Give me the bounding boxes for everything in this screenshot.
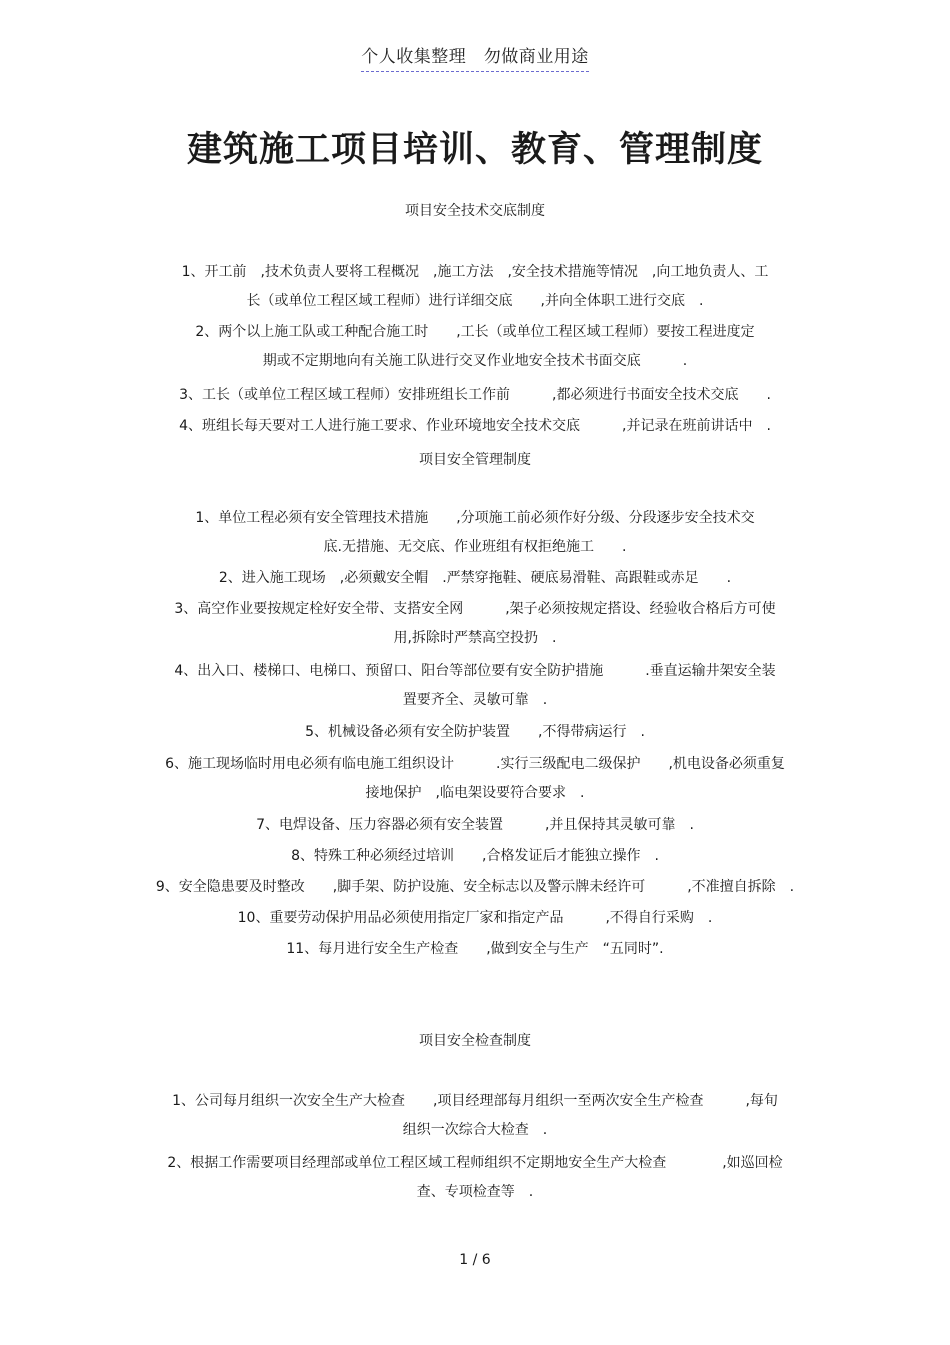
paragraph-line: 底.无措施、无交底、作业班组有权拒绝施工 .	[323, 539, 627, 555]
paragraph	[120, 258, 830, 316]
paragraph-line: 置要齐全、灵敏可靠 .	[402, 692, 548, 708]
paragraph-line: 3、工长（或单位工程区域工程师）安排班组长工作前 ,都必须进行书面安全技术交底 .	[179, 387, 771, 403]
paragraph	[120, 595, 830, 653]
paragraph	[120, 842, 830, 871]
paragraph	[120, 504, 830, 562]
paragraph-line: 期或不定期地向有关施工队进行交叉作业地安全技术书面交底 .	[262, 353, 688, 369]
paragraph-line: 8、特殊工种必须经过培训 ,合格发证后才能独立操作 .	[291, 848, 659, 864]
paragraph-line: 10、重要劳动保护用品必须使用指定厂家和指定产品 ,不得自行采购 .	[237, 910, 713, 926]
section-title: 项目安全技术交底制度	[405, 203, 545, 219]
paragraph-line: 3、高空作业要按规定栓好安全带、支搭安全网 ,架子必须按规定搭设、经验收合格后方可使	[174, 601, 776, 617]
paragraph-line: 11、每月进行安全生产检查 ,做到安全与生产 “五同时”.	[286, 941, 664, 957]
paragraph-line: 7、电焊设备、压力容器必须有安全装置 ,并且保持其灵敏可靠 .	[256, 817, 694, 833]
section-title: 项目安全管理制度	[419, 452, 531, 468]
paragraph-line: 9、安全隐患要及时整改 ,脚手架、防护设施、安全标志以及警示牌未经许可 ,不准擅自拆除 .	[155, 879, 795, 895]
paragraph-line: 长（或单位工程区域工程师）进行详细交底 ,并向全体职工进行交底 .	[246, 293, 704, 309]
paragraph-line: 2、进入施工现场 ,必须戴安全帽 .严禁穿拖鞋、硬底易滑鞋、高跟鞋或赤足 .	[218, 570, 732, 586]
paragraph	[120, 657, 830, 715]
document-title: 建筑施工项目培训、教育、管理制度	[186, 129, 763, 170]
paragraph-line: 2、根据工作需要项目经理部或单位工程区域工程师组织不定期地安全生产大检查 ,如巡回检	[167, 1155, 783, 1171]
paragraph	[120, 904, 830, 933]
paragraph	[120, 381, 830, 410]
paragraph	[120, 564, 830, 593]
paragraph-line: 1、单位工程必须有安全管理技术措施 ,分项施工前必须作好分级、分段逐步安全技术交	[195, 510, 755, 526]
paragraph-line: 6、施工现场临时用电必须有临电施工组织设计 .实行三级配电二级保护 ,机电设备必须重复	[165, 756, 785, 772]
paragraph-line: 4、班组长每天要对工人进行施工要求、作业环境地安全技术交底 ,并记录在班前讲话中 .	[179, 418, 771, 434]
paragraph-line: 组织一次综合大检查 .	[402, 1122, 548, 1138]
paragraph	[120, 1087, 830, 1145]
paragraph	[120, 811, 830, 840]
paragraph-line: 4、出入口、楼梯口、电梯口、预留口、阳台等部位要有安全防护措施 .垂直运输井架安全装	[174, 663, 776, 679]
paragraph	[120, 718, 830, 747]
page-header	[0, 42, 950, 67]
paragraph-line: 2、两个以上施工队或工种配合施工时 ,工长（或单位工程区域工程师）要按工程进度定	[195, 324, 755, 340]
paragraph	[120, 750, 830, 808]
paragraph	[120, 318, 830, 376]
section-title: 项目安全检查制度	[419, 1033, 531, 1049]
header-text: 个人收集整理 勿做商业用途	[361, 47, 589, 72]
paragraph-line: 接地保护 ,临电架设要符合要求 .	[365, 785, 585, 801]
paragraph-line: 用,拆除时严禁高空投扔 .	[393, 630, 557, 646]
paragraph	[120, 935, 830, 964]
paragraph-line: 查、专项检查等 .	[416, 1184, 534, 1200]
paragraph-line: 1、公司每月组织一次安全生产大检查 ,项目经理部每月组织一至两次安全生产检查 ,每旬	[172, 1093, 778, 1109]
page-number: 1 / 6	[459, 1252, 491, 1268]
paragraph-line: 5、机械设备必须有安全防护装置 ,不得带病运行 .	[305, 724, 645, 740]
paragraph	[120, 412, 830, 441]
paragraph	[120, 1149, 830, 1207]
paragraph-line: 1、开工前 ,技术负责人要将工程概况 ,施工方法 ,安全技术措施等情况 ,向工地负责人、工	[181, 264, 769, 280]
paragraph	[120, 873, 830, 902]
